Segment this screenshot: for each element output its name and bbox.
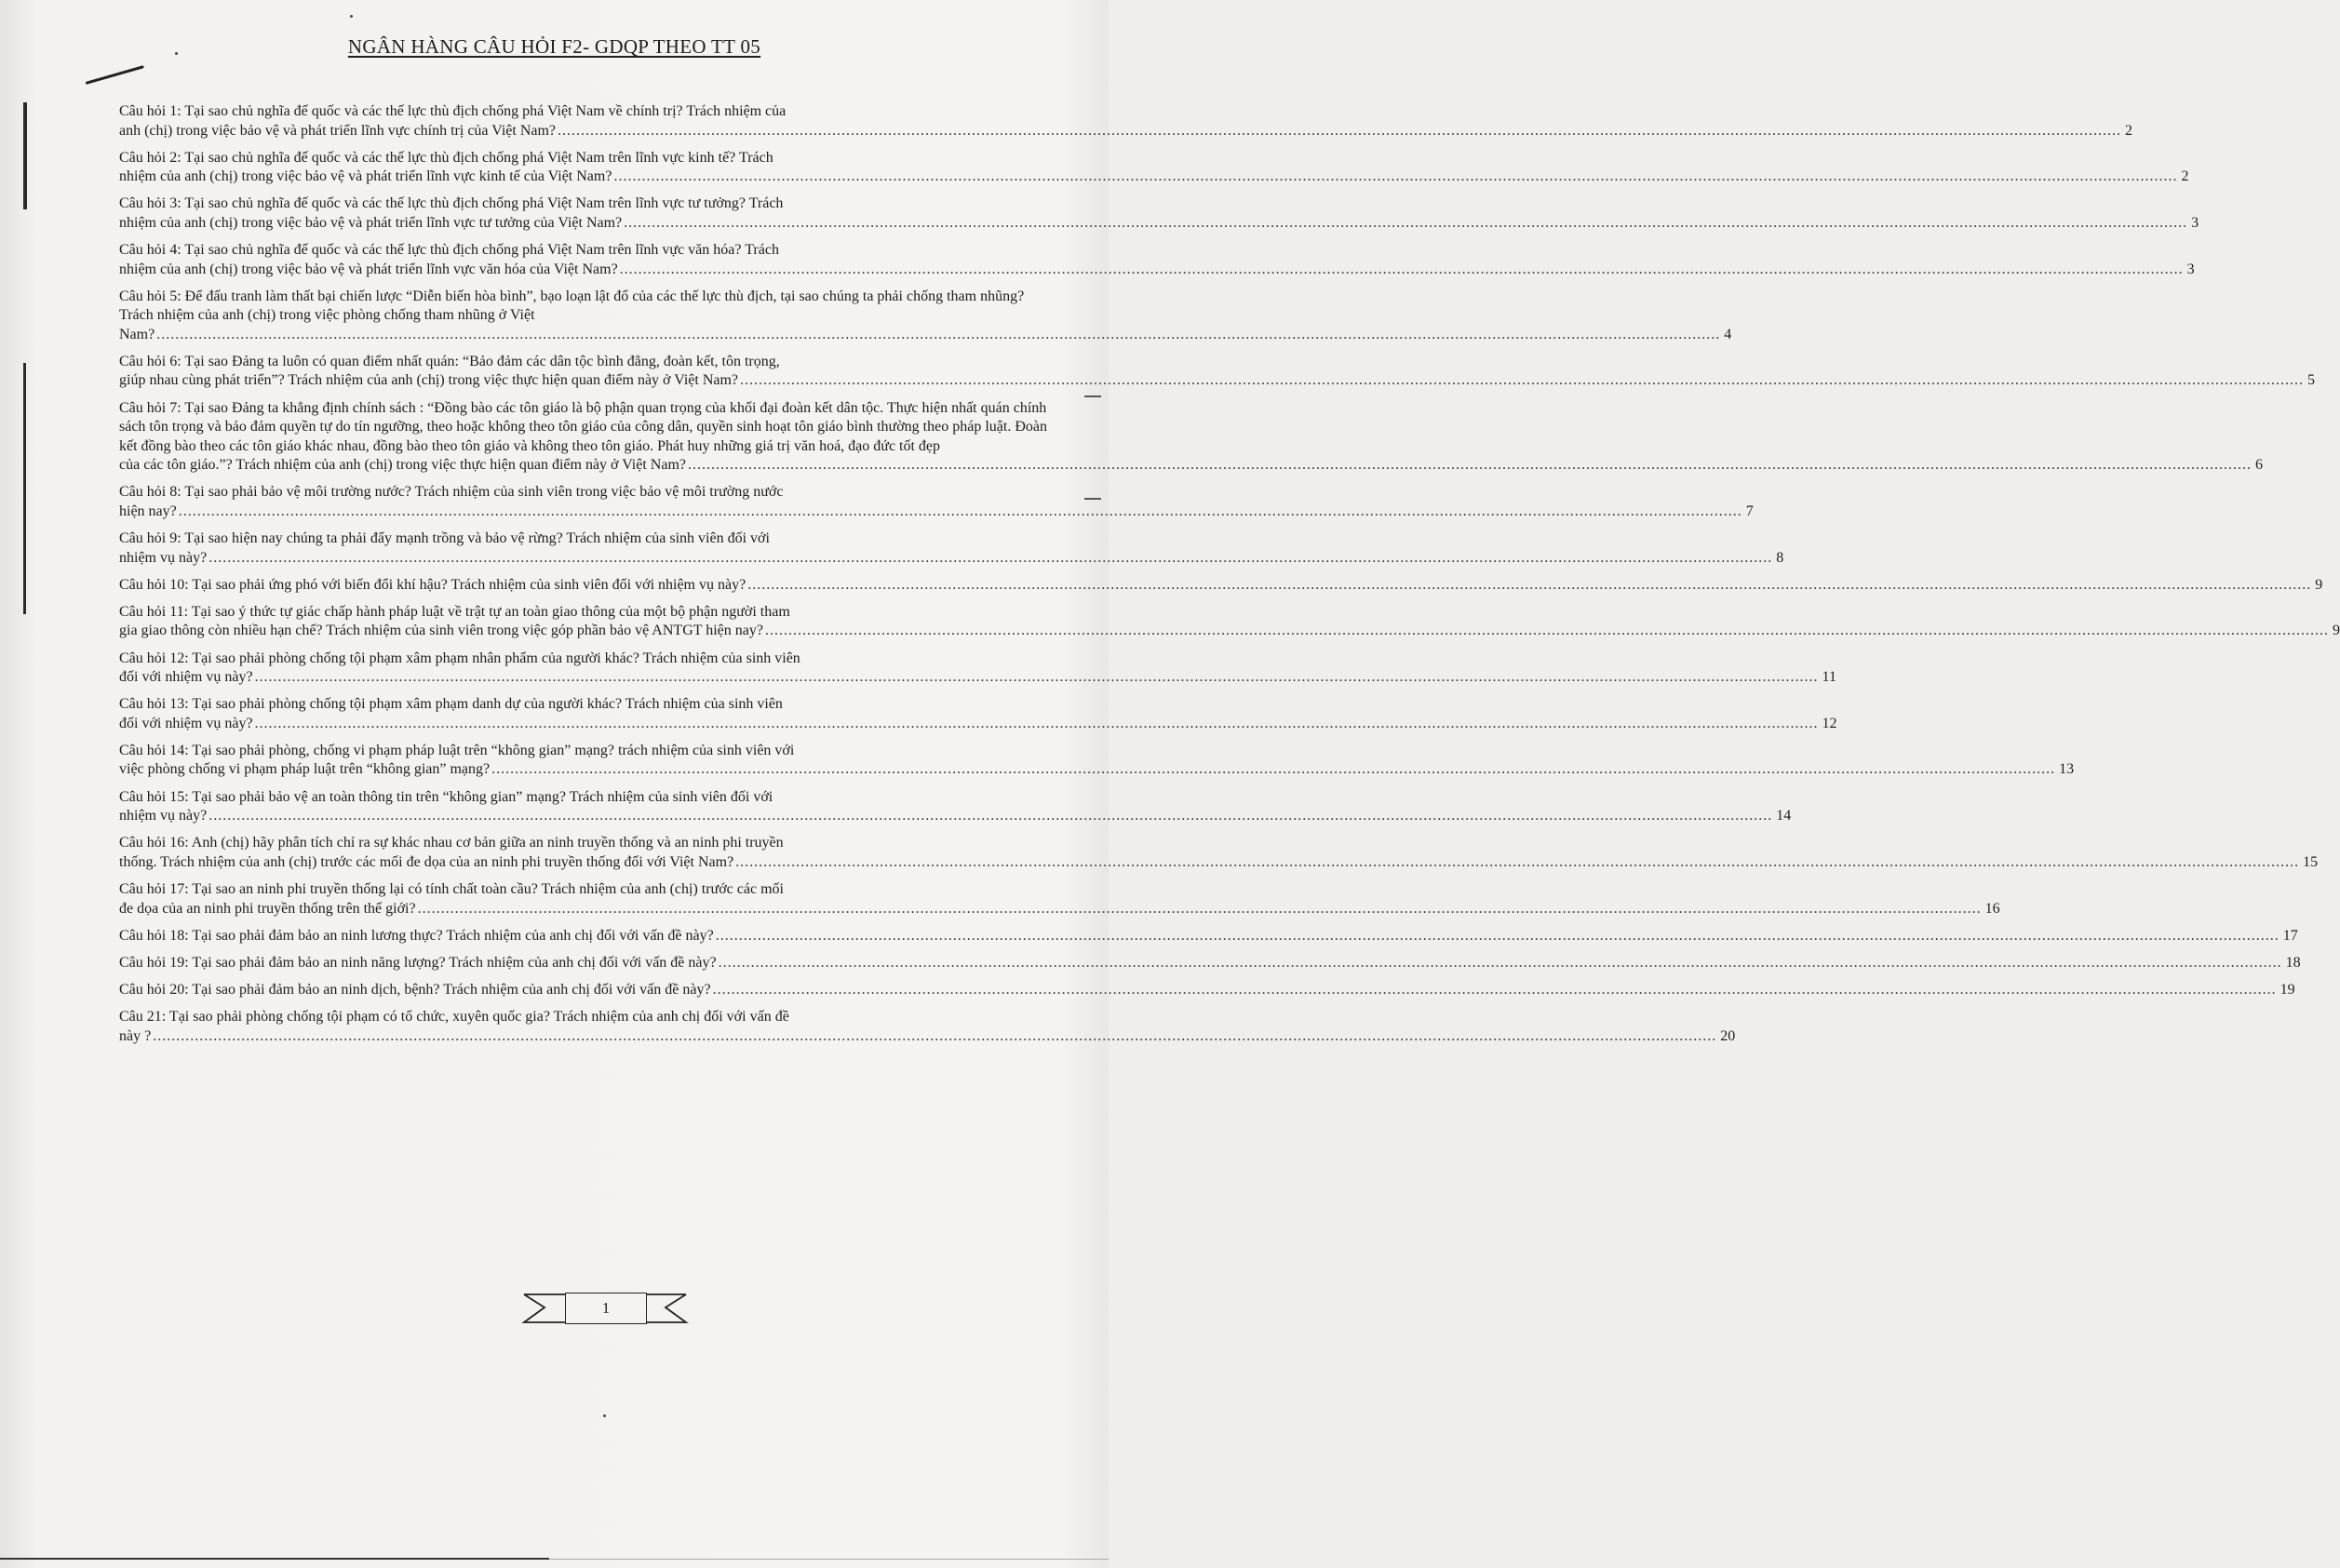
toc-entry-text-end: đối với nhiệm vụ này?: [119, 715, 253, 731]
dot-leader: [418, 900, 1982, 919]
toc-entry-text-end: việc phòng chống vi phạm pháp luật trên “không gian” mạng?: [119, 761, 491, 778]
toc-page-number: 5: [2307, 372, 2316, 389]
scan-edge-mark: [23, 363, 26, 614]
toc-entry: [119, 834, 2319, 872]
toc-entry-leader-line: [119, 168, 2189, 187]
toc-entry-leader-line: [119, 456, 2263, 476]
page-number: 1: [565, 1293, 647, 1324]
scan-bottom-edge: [0, 1558, 549, 1560]
toc-entry: [119, 742, 2075, 780]
toc-entry-leader-line: [119, 760, 2075, 780]
toc-entry-leader-line: [119, 853, 2319, 873]
toc-entry-text-end: nhiệm của anh (chị) trong việc bảo vệ và phát triển lĩnh vực tư tưởng của Việt Nam?: [119, 214, 623, 231]
toc-entry: [119, 788, 1792, 826]
scan-edge-mark: [1084, 498, 1101, 500]
toc-entry-text: Câu hỏi 2: Tại sao chủ nghĩa đế quốc và các thế lực thù địch chống phá Việt Nam trên lĩnh vực kinh tế? Trách: [119, 149, 773, 166]
toc-entry-text: Câu hỏi 12: Tại sao phải phòng chống tội phạm xâm phạm nhân phẩm của người khác? Trách nhiệm của sinh viên: [119, 650, 800, 666]
toc-entry: [119, 603, 2340, 641]
toc-entry-leader-line: [119, 261, 2195, 280]
toc-entry-text: Câu hỏi 11: Tại sao ý thức tự giác chấp hành pháp luật về trật tự an toàn giao thông của một bộ phận người tham: [119, 603, 790, 620]
scan-speck: [603, 1414, 606, 1417]
page-number-badge: [517, 1289, 693, 1328]
toc-entry-leader-line: [119, 214, 2199, 234]
toc-entry: [119, 954, 2301, 973]
toc-entry-text: Câu hỏi 4: Tại sao chủ nghĩa đế quốc và các thế lực thù địch chống phá Việt Nam trên lĩnh vực văn hóa? Trách: [119, 242, 779, 259]
dot-leader: [719, 954, 2282, 973]
toc-entry-text-end: đối với nhiệm vụ này?: [119, 669, 253, 686]
toc-entry-text: Câu hỏi 14: Tại sao phải phòng, chống vi phạm pháp luật trên “không gian” mạng? trách nhiệm của sinh viên với: [119, 742, 795, 758]
dot-leader: [716, 927, 2279, 946]
toc-entry-leader-line: [119, 622, 2340, 641]
dot-leader: [713, 981, 2277, 1000]
toc-entry-leader-line: [119, 954, 2301, 973]
toc-page-number: 9: [2332, 623, 2340, 639]
toc-entry-text-end: Câu hỏi 18: Tại sao phải đảm bảo an ninh lương thực? Trách nhiệm của anh chị đối với vấn đề này?: [119, 927, 714, 944]
dot-leader: [613, 168, 2177, 187]
toc-page-number: 9: [2315, 576, 2323, 593]
dot-leader: [491, 760, 2055, 780]
toc-page-number: 18: [2285, 954, 2301, 971]
toc-entry: [119, 353, 2316, 391]
scan-bottom-edge: [549, 1559, 1109, 1560]
toc-entry-text: Câu 21: Tại sao phải phòng chống tội phạm có tổ chức, xuyên quốc gia? Trách nhiệm của anh chị đối với vấn đề: [119, 1009, 789, 1025]
toc-entry-text-end: anh (chị) trong việc bảo vệ và phát triển lĩnh vực chính trị của Việt Nam?: [119, 122, 557, 139]
toc-entry-text-end: nhiệm vụ này?: [119, 549, 208, 566]
toc-entry: [119, 241, 2195, 279]
toc-entry-text: Câu hỏi 17: Tại sao an ninh phi truyền thống lại có tính chất toàn cầu? Trách nhiệm của anh (chị) trước các mối: [119, 881, 784, 897]
dot-leader: [735, 853, 2299, 873]
toc-entry-text-end: này ?: [119, 1027, 152, 1044]
dot-leader: [558, 122, 2121, 141]
toc-entry-text-end: hiện nay?: [119, 503, 177, 519]
toc-entry: [119, 880, 2000, 918]
toc-entry-text: Câu hỏi 9: Tại sao hiện nay chúng ta phải đẩy mạnh trồng và bảo vệ rừng? Trách nhiệm của sinh viên đối với: [119, 530, 770, 546]
toc-page-number: 13: [2059, 761, 2075, 778]
table-of-contents: [119, 102, 2340, 1046]
toc-page-number: 7: [1745, 503, 1754, 519]
dot-leader: [688, 456, 2252, 476]
toc-page-number: 16: [1984, 900, 2000, 917]
toc-entry-leader-line: [119, 326, 1732, 345]
toc-page-number: 3: [2186, 261, 2195, 277]
toc-entry-leader-line: [119, 807, 1792, 826]
toc-entry-leader-line: [119, 576, 2323, 596]
toc-page-number: 12: [1822, 715, 1837, 731]
toc-entry-text-end: Câu hỏi 19: Tại sao phải đảm bảo an ninh năng lượng? Trách nhiệm của anh chị đối với vấn đề này?: [119, 954, 717, 971]
dot-leader: [208, 807, 1772, 826]
toc-entry-text: Câu hỏi 7: Tại sao Đảng ta khẳng định chính sách : “Đồng bào các tôn giáo là bộ phận quan trọng của khối đại đoàn kết dân tộc. Thực hiện nhất quán chính sách tôn trọng và bảo đảm quyền tự do tín ngưỡng, theo hoặc không theo tôn giáo của công dân, quyền sinh hoạt tôn giáo bình thường theo pháp luật. Đoàn kết đồng bào theo các tôn giáo khác nhau, đồng bào theo tôn giáo và không theo tôn giáo. Phát huy những giá trị văn hoá, đạo đức tốt đẹp: [119, 399, 1047, 454]
scan-edge-mark: [1084, 395, 1101, 397]
scan-edge-mark: [23, 102, 27, 209]
toc-entry: [119, 194, 2199, 233]
dot-leader: [208, 549, 1772, 569]
pen-stroke-mark: [86, 65, 144, 85]
toc-entry-text-end: giúp nhau cùng phát triển”? Trách nhiệm của anh (chị) trong việc thực hiện quan điểm này ở Việt Nam?: [119, 372, 739, 389]
toc-entry-text: Câu hỏi 1: Tại sao chủ nghĩa đế quốc và các thế lực thù địch chống phá Việt Nam về chính trị? Trách nhiệm của: [119, 103, 787, 119]
toc-entry: [119, 927, 2298, 946]
toc-entry-text-end: của các tôn giáo.”? Trách nhiệm của anh (chị) trong việc thực hiện quan điểm này ở Việt Nam?: [119, 457, 686, 474]
dot-leader: [620, 261, 2184, 280]
dot-leader: [156, 326, 1720, 345]
scan-speck: [350, 15, 353, 18]
toc-entry-leader-line: [119, 668, 1836, 688]
toc-entry: [119, 576, 2323, 596]
toc-page-number: 19: [2279, 982, 2295, 998]
toc-entry: [119, 981, 2295, 1000]
dot-leader: [255, 715, 1819, 734]
toc-entry-leader-line: [119, 981, 2295, 1000]
toc-entry-leader-line: [119, 1027, 1736, 1047]
toc-entry-text: Câu hỏi 3: Tại sao chủ nghĩa đế quốc và các thế lực thù địch chống phá Việt Nam trên lĩnh vực tư tưởng? Trách: [119, 195, 784, 212]
toc-entry-text-end: Nam?: [119, 326, 155, 342]
toc-entry-leader-line: [119, 900, 2000, 919]
toc-entry: [119, 399, 2263, 476]
toc-page-number: 20: [1720, 1027, 1736, 1044]
dot-leader: [255, 668, 1819, 688]
dot-leader: [740, 371, 2304, 391]
toc-entry-text-end: Câu hỏi 10: Tại sao phải ứng phó với biến đổi khí hậu? Trách nhiệm của sinh viên đối với nhiệm vụ này?: [119, 576, 746, 593]
toc-entry: [119, 149, 2189, 187]
toc-page-number: 3: [2191, 214, 2199, 231]
toc-entry-text-end: nhiệm của anh (chị) trong việc bảo vệ và phát triển lĩnh vực kinh tế của Việt Nam?: [119, 168, 612, 185]
toc-entry-leader-line: [119, 371, 2316, 391]
toc-entry-leader-line: [119, 715, 1837, 734]
toc-entry-text-end: gia giao thông còn nhiều hạn chế? Trách nhiệm của sinh viên trong việc góp phần bảo vệ ANTGT hiện nay?: [119, 623, 763, 639]
toc-entry-text: Câu hỏi 15: Tại sao phải bảo vệ an toàn thông tin trên “không gian” mạng? Trách nhiệm của sinh viên đối với: [119, 788, 773, 805]
toc-entry-text-end: nhiệm vụ này?: [119, 808, 208, 824]
toc-page-number: 6: [2255, 457, 2263, 474]
toc-entry-text: Câu hỏi 13: Tại sao phải phòng chống tội phạm xâm phạm danh dự của người khác? Trách nhiệm của sinh viên: [119, 696, 783, 713]
dot-leader: [624, 214, 2187, 234]
dot-leader: [765, 622, 2329, 641]
toc-page-number: 15: [2303, 853, 2319, 870]
toc-entry-text-end: đe dọa của an ninh phi truyền thống trên thế giới?: [119, 900, 416, 917]
toc-entry-text: Câu hỏi 5: Để đấu tranh làm thất bại chiến lược “Diễn biến hòa bình”, bạo loạn lật đổ của các thế lực thù địch, tại sao chúng ta phải chống tham nhũng? Trách nhiệm của anh (chị) trong việc phòng chống tham nhũng ở Việt: [119, 288, 1025, 324]
toc-entry-leader-line: [119, 503, 1754, 522]
toc-entry-text-end: Câu hỏi 20: Tại sao phải đảm bảo an ninh dịch, bệnh? Trách nhiệm của anh chị đối với vấn đề này?: [119, 982, 711, 998]
toc-entry-leader-line: [119, 122, 2133, 141]
toc-page-number: 17: [2282, 927, 2298, 944]
toc-entry: [119, 288, 1732, 345]
toc-page-number: 14: [1776, 808, 1792, 824]
toc-entry-text-end: thống. Trách nhiệm của anh (chị) trước các mối đe dọa của an ninh phi truyền thống đối với Việt Nam?: [119, 853, 734, 870]
toc-entry: [119, 483, 1754, 521]
toc-entry-text: Câu hỏi 8: Tại sao phải bảo vệ môi trường nước? Trách nhiệm của sinh viên trong việc bảo vệ môi trường nước: [119, 484, 784, 501]
toc-page-number: 2: [2125, 122, 2133, 139]
toc-page-number: 11: [1822, 669, 1836, 686]
toc-entry-text-end: nhiệm của anh (chị) trong việc bảo vệ và phát triển lĩnh vực văn hóa của Việt Nam?: [119, 261, 618, 277]
dot-leader: [747, 576, 2311, 596]
toc-page-number: 2: [2181, 168, 2189, 185]
toc-page-number: 4: [1724, 326, 1732, 342]
toc-entry-text: Câu hỏi 16: Anh (chị) hãy phân tích chỉ ra sự khác nhau cơ bản giữa an ninh truyền thống và an ninh phi truyền: [119, 835, 784, 851]
toc-entry: [119, 529, 1784, 568]
toc-entry: [119, 650, 1836, 688]
toc-page-number: 8: [1776, 549, 1784, 566]
toc-entry-text: Câu hỏi 6: Tại sao Đảng ta luôn có quan điểm nhất quán: “Bảo đảm các dân tộc bình đẳng, đoàn kết, tôn trọng,: [119, 353, 780, 369]
dot-leader: [179, 503, 1742, 522]
dot-leader: [153, 1027, 1716, 1047]
toc-entry-leader-line: [119, 549, 1784, 569]
toc-entry: [119, 102, 2133, 141]
toc-entry-leader-line: [119, 927, 2298, 946]
toc-entry: [119, 1008, 1736, 1046]
toc-entry: [119, 695, 1837, 733]
document-title: NGÂN HÀNG CÂU HỎI F2- GDQP THEO TT 05: [347, 35, 761, 58]
